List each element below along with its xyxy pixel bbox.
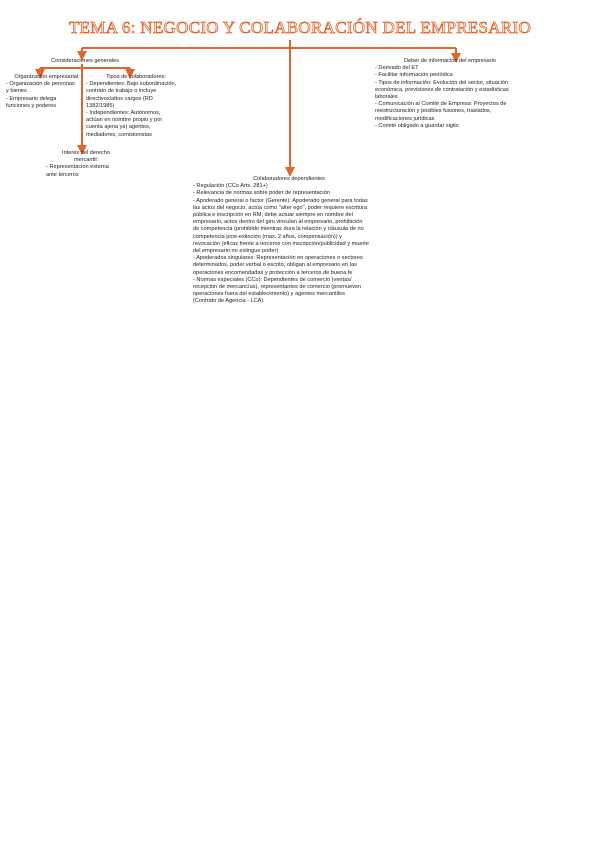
node-deber	[375, 58, 525, 130]
node-dependientes-body: - Regulación (CCo Arts. 281+) - Relevancia de normas sobre poder de representación - Apoderado general o factor (Gerente): Apoderado general para todas las actos del negocio, actúa como "alter ego", poder requiere escritura pública e inscripción en RM, debe actuar siempre en nombre del empresario, actos dentro del giro vinculan al empresario, prohibición de competencia (prohibido mientras dura la relación y cláusula de no competencia post-extinción (max. 2 años, compensación)) y revocación (eficaz frente a terceros con inscripción/publicidad y muerte del empresario no extingue poder) - Apoderados singulares: Representación en operaciones o sectores determinados, poder verbal o escrito, obligan al empresario en las operaciones encomendadas y protección a terceros de buena fe - Normas especiales (CCo): Dependientes de comercio (ventas/ recepción de mercancías), representantes de comercio (promueven operaciones fuera del establecimiento) y agentes mercantiles (Contrato de Agencia - LCA)	[193, 183, 369, 305]
node-tipos-body: - Dependientes: Bajo subordinación, contrato de trabajo o incluye directivos/altos cargos (RD 1382/1985) - Independientes: Autónomos, actúan en nombre propio y por cuenta ajena ya) agentes, mediadores, comisionistas	[86, 81, 177, 138]
node-interes-body: - Representación externa ante terceros	[46, 164, 109, 178]
node-organizacion-body: - Organización de personas y bienes - Empresario delega funciones y poderes	[6, 81, 75, 109]
node-dependientes-title: Colaboradores dependientes	[253, 176, 325, 182]
node-deber-body: - Derivado del ET - Facilitar información periódica - Tipos de información: Evolución del sector, situación económica, previsiones de contratación y estadísticas laborales - Comunicación al Comité de Empresa: Proyectos de reestructuración y posibles fusiones, traslados, modificaciones jurídicas - Comité obligado a guardar sigilo	[375, 65, 509, 129]
node-organizacion	[6, 74, 88, 110]
page-title: TEMA 6: NEGOCIO Y COLABORACIÓN DEL EMPRESARIO	[68, 18, 532, 37]
node-interes	[46, 150, 126, 179]
node-dependientes	[193, 176, 385, 306]
node-organizacion-title: Organización empresarial:	[14, 74, 80, 80]
node-deber-title: Deber de información del empresario	[403, 58, 497, 64]
node-tipos-title: Tipos de colaboradores:	[106, 74, 166, 80]
node-consideraciones-title: Consideraciones generales	[51, 58, 119, 64]
node-consideraciones	[40, 58, 130, 65]
node-interes-title: Interés del derecho mercantil:	[62, 150, 110, 164]
node-tipos	[86, 74, 186, 139]
